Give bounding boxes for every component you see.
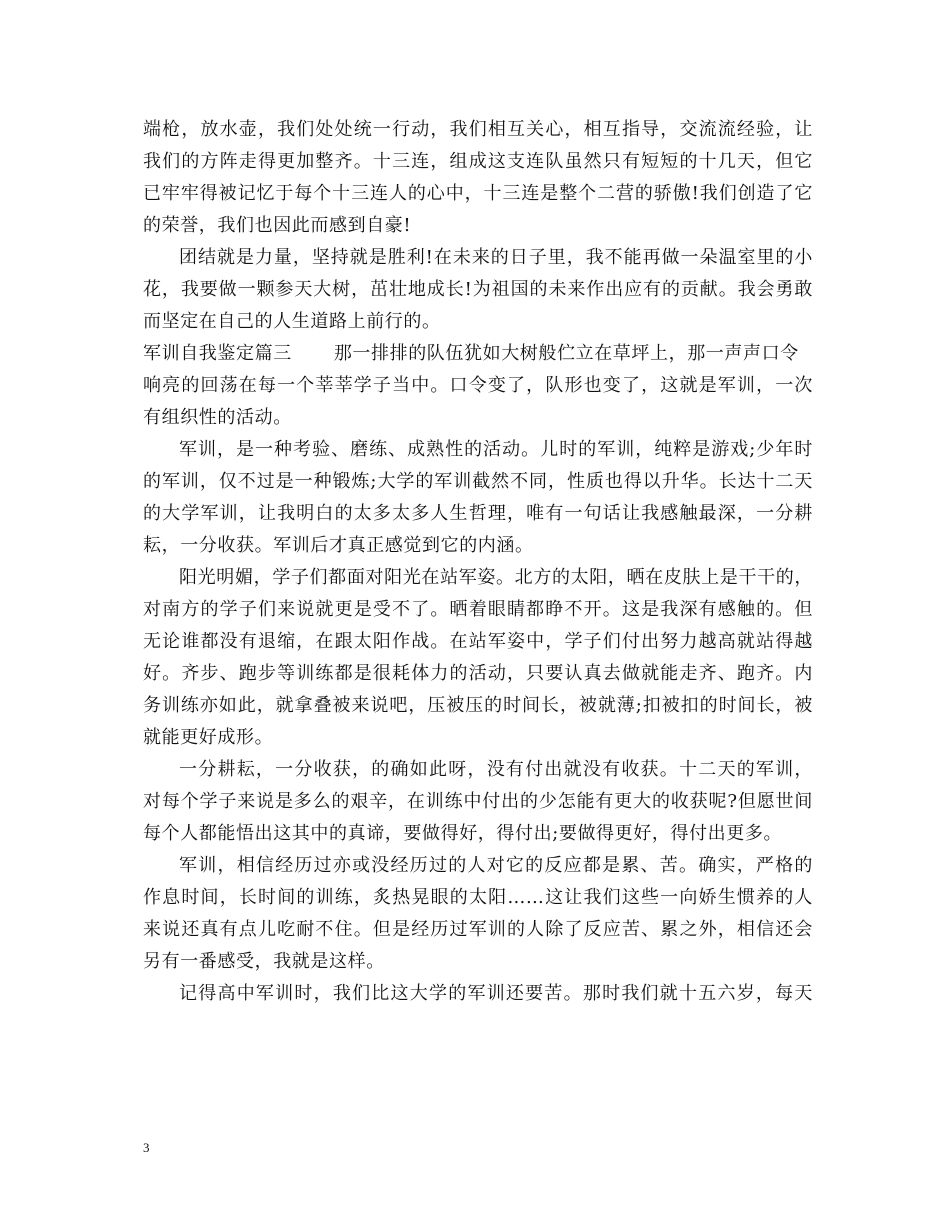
text-line: 那一排排的队伍犹如大树般伫立在草坪上，那一声声口令 — [333, 343, 799, 364]
text-line: 军训，是一种考验、磨练、成熟性的活动。儿时的军训，纯粹是游戏;少年时 — [179, 439, 813, 460]
text-line: 端枪，放水壶，我们处处统一行动，我们相互关心，相互指导，交流流经验，让 — [143, 119, 813, 140]
text-line: 就能更好成形。 — [143, 727, 274, 748]
page-number: 3 — [143, 1140, 150, 1155]
text-line: 的荣誉，我们也因此而感到自豪! — [143, 215, 412, 236]
text-line: 已牢牢得被记忆于每个十三连人的心中，十三连是整个二营的骄傲!我们创造了它 — [143, 183, 813, 204]
section-heading: 军训自我鉴定篇三 — [143, 343, 292, 364]
text-line: 无论谁都没有退缩，在跟太阳作战。在站军姿中，学子们付出努力越高就站得越 — [143, 631, 813, 652]
text-line: 每个人都能悟出这其中的真谛，要做得好，得付出;要做得更好，得付出更多。 — [143, 823, 783, 844]
text-line: 一分耕耘，一分收获，的确如此呀，没有付出就没有收获。十二天的军训， — [179, 759, 813, 780]
text-line: 阳光明媚，学子们都面对阳光在站军姿。北方的太阳，晒在皮肤上是干干的， — [179, 567, 813, 588]
text-line: 的大学军训，让我明白的太多太多人生哲理，唯有一句话让我感触最深，一分耕 — [143, 503, 813, 524]
text-line: 我们的方阵走得更加整齐。十三连，组成这支连队虽然只有短短的十几天，但它 — [143, 151, 813, 172]
section-heading-line — [143, 338, 813, 370]
text-line: 耘，一分收获。军训后才真正感觉到它的内涵。 — [143, 535, 534, 556]
text-line: 好。齐步、跑步等训练都是很耗体力的活动，只要认真去做就能走齐、跑齐。内 — [143, 663, 813, 684]
text-line: 的军训，仅不过是一种锻炼;大学的军训截然不同，性质也得以升华。长达十二天 — [143, 471, 813, 492]
text-line: 另有一番感受，我就是这样。 — [143, 951, 385, 972]
text-line: 务训练亦如此，就拿叠被来说吧，压被压的时间长，被就薄;扣被扣的时间长，被 — [143, 695, 813, 716]
text-line: 花，我要做一颗参天大树，茁壮地成长!为祖国的未来作出应有的贡献。我会勇敢 — [143, 279, 813, 300]
document-body — [143, 114, 813, 1010]
text-line: 来说还真有点儿吃耐不住。但是经历过军训的人除了反应苦、累之外，相信还会 — [143, 919, 813, 940]
text-line: 有组织性的活动。 — [143, 407, 292, 428]
text-line: 记得高中军训时，我们比这大学的军训还要苦。那时我们就十五六岁，每天 — [179, 983, 813, 1004]
text-line: 对南方的学子们来说就更是受不了。晒着眼睛都睁不开。这是我深有感触的。但 — [143, 599, 813, 620]
text-line: 军训，相信经历过亦或没经历过的人对它的反应都是累、苦。确实，严格的 — [179, 855, 813, 876]
text-line: 团结就是力量，坚持就是胜利!在未来的日子里，我不能再做一朵温室里的小 — [179, 247, 813, 268]
text-line: 响亮的回荡在每一个莘莘学子当中。口令变了，队形也变了，这就是军训，一次 — [143, 375, 813, 396]
text-line: 作息时间，长时间的训练，炙热晃眼的太阳……这让我们这些一向娇生惯养的人 — [143, 887, 813, 908]
text-line: 对每个学子来说是多么的艰辛，在训练中付出的少怎能有更大的收获呢?但愿世间 — [143, 791, 813, 812]
text-line: 而坚定在自己的人生道路上前行的。 — [143, 311, 441, 332]
